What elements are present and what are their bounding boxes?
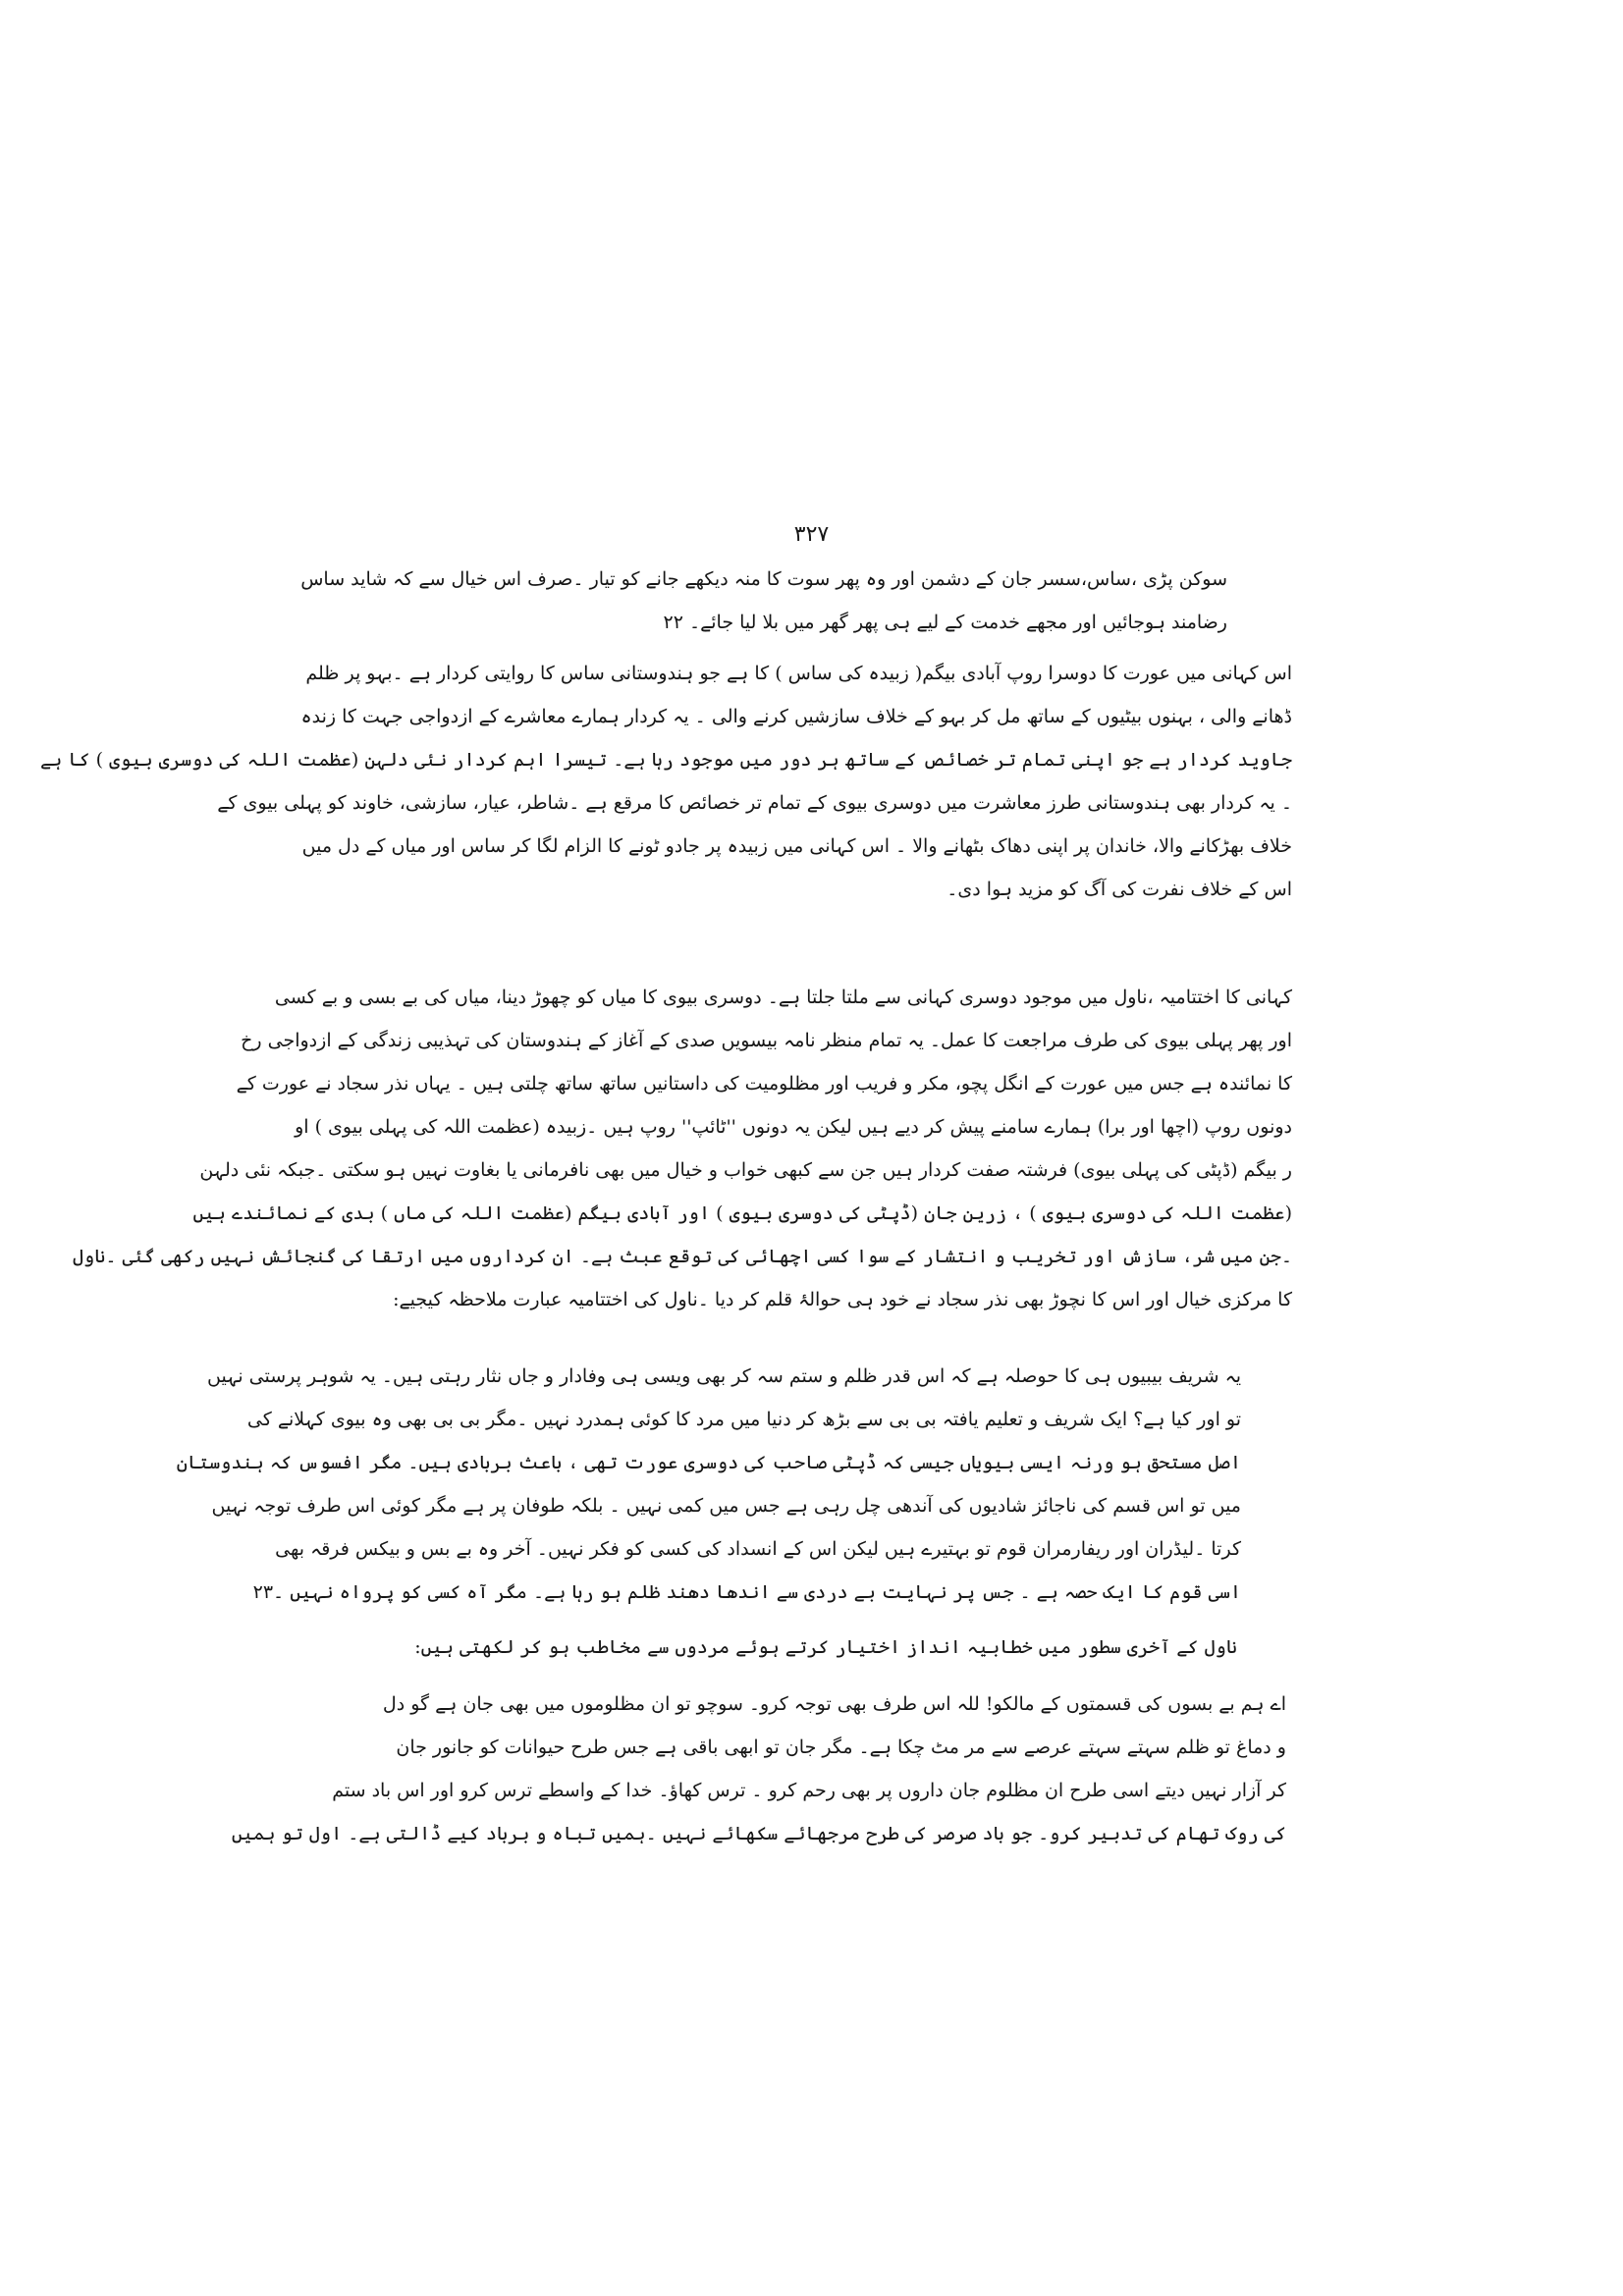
text-line: یہ شریف بیبیوں ہی کا حوصلہ ہے کہ اس قدر ظلم و ستم سہ کر بھی ویسی ہی وفادار و جاں نثار رہتی ہیں۔ یہ شوہر پرستی نہیں	[207, 1365, 1241, 1387]
text-line: اس کے خلاف نفرت کی آگ کو مزید ہوا دی۔	[947, 879, 1292, 900]
text-line: دونوں روپ (اچھا اور برا) ہمارے سامنے پیش کر دیے ہیں لیکن یہ دونوں ''ٹائپ'' روپ ہیں ۔زبیدہ (عظمت اللہ کی پہلی بیوی ) او	[295, 1116, 1292, 1138]
page-number: ۳۲۷	[793, 522, 830, 547]
quote-intro	[373, 1626, 1237, 1669]
text-line: تو اور کیا ہے؟ ایک شریف و تعلیم یافتہ بی بی سے بڑھ کر دنیا میں مرد کا کوئی ہمدرد نہیں ۔مگر بی بی بھی وہ بیوی کہلانے کی	[246, 1409, 1241, 1430]
text-line: ڈھانے والی ، بہنوں بیٹیوں کے ساتھ مل کر بہو کے خلاف سازشیں کرنے والی ۔ یہ کردار ہمارے معاشرے کے ازدواجی جہت کا زندہ	[300, 706, 1292, 727]
paragraph-1	[40, 652, 1292, 911]
text-line: ناول کے آخری سطور میں خطابیہ انداز اختیار کرتے ہوئے مردوں سے مخاطب ہو کر لکھتی ہیں:	[414, 1636, 1237, 1658]
text-line: (عظمت اللہ کی دوسری بیوی ) ، زرین جان (ڈپٹی کی دوسری بیوی ) اور آبادی بیگم (عظمت اللہ کی ماں ) بدی کے نمائندے ہیں	[192, 1202, 1292, 1224]
text-line: ۔جن میں شر، سازش اور تخریب و انتشار کے سوا کسی اچھائی کی توقع عبث ہے۔ ان کرداروں میں ارتقا کی گنجائش نہیں رکھی گئی ۔ناول	[72, 1246, 1292, 1267]
block-quote-2	[176, 1355, 1241, 1614]
text-line: و دماغ تو ظلم سہتے سہتے عرصے سے مر مٹ چکا ہے۔ مگر جان تو ابھی باقی ہے جس طرح حیوانات کو جانور جان	[396, 1736, 1286, 1758]
text-line: اور پھر پہلی بیوی کی طرف مراجعت کا عمل۔ یہ تمام منظر نامہ بیسویں صدی کے آغاز کے ہندوستان کی تہذیبی زندگی کے ازدواجی رخ	[241, 1030, 1292, 1051]
text-line: اس کہانی میں عورت کا دوسرا روپ آبادی بیگم( زبیدہ کی ساس ) کا ہے جو ہندوستانی ساس کا روایتی کردار ہے ۔بہو پر ظلم	[305, 663, 1292, 684]
text-line: میں تو اس قسم کی ناجائز شادیوں کی آندھی چل رہی ہے جس میں کمی نہیں ۔ بلکہ طوفان پر ہے مگر کوئی اس طرف توجہ نہیں	[211, 1495, 1241, 1517]
text-line: ر بیگم (ڈپٹی کی پہلی بیوی) فرشتہ صفت کردار ہیں جن سے کبھی خواب و خیال میں بھی نافرمانی یا بغاوت نہیں ہو سکتی ۔جبکہ نئی دلہن	[199, 1159, 1292, 1181]
text-line: کی روک تھام کی تدبیر کرو۔ جو باد صرصر کی طرح مرجھائے سکھائے نہیں ۔ہمیں تباہ و برباد کیے ڈالتی ہے۔ اول تو ہمیں	[231, 1823, 1286, 1844]
text-line: سوکن پڑی ،ساس،سسر جان کے دشمن اور وہ پھر سوت کا منہ دیکھے جانے کو تیار ۔صرف اس خیال سے کہ شاید ساس	[300, 568, 1227, 590]
text-line: کہانی کا اختتامیہ ،ناول میں موجود دوسری کہانی سے ملتا جلتا ہے۔ دوسری بیوی کا میاں کو چھوڑ دینا، میاں کی بے بسی و بے کسی	[274, 987, 1292, 1008]
text-line: کا نمائندہ ہے جس میں عورت کے انگل پچو، مکر و فریب اور مظلومیت کی داستانیں ساتھ ساتھ چلتی ہیں ۔ یہاں نذر سجاد نے عورت کے	[236, 1073, 1292, 1095]
text-line: کرتا ۔لیڈران اور ریفارمران قوم تو بہتیرے ہیں لیکن اس کے انسداد کی کسی کو فکر نہیں۔ آخر وہ بے بس و بیکس فرقہ بھی	[275, 1538, 1241, 1560]
text-line: خلاف بھڑکانے والا، خاندان پر اپنی دھاک بٹھانے والا ۔ اس کہانی میں زبیدہ پر جادو ٹونے کا الزام لگا کر ساس اور میاں کے دل میں	[301, 835, 1292, 857]
text-line: اصل مستحق ہو ورنہ ایسی بیویاں جیسی کہ ڈپٹی صاحب کی دوسری عورت تھی ، باعث بربادی ہیں۔ مگر افسوس کہ ہندوستان	[176, 1452, 1241, 1473]
text-line: رضامند ہوجائیں اور مجھے خدمت کے لیے ہی پھر گھر میں بلا لیا جائے۔ ۲۲	[663, 612, 1227, 633]
text-line: جاوید کردار ہے جو اپنی تمام تر خصائص کے ساتھ ہر دور میں موجود رہا ہے۔ تیسرا اہم کردار نئی دلہن (عظمت اللہ کی دوسری بیوی ) کا ہے	[40, 749, 1292, 771]
text-line: کر آزار نہیں دیتے اسی طرح ان مظلوم جان داروں پر بھی رحم کرو ۔ ترس کھاؤ۔ خدا کے واسطے ترس کرو اور اس باد ستم	[332, 1780, 1286, 1801]
text-line: کا مرکزی خیال اور اس کا نچوڑ بھی نذر سجاد نے خود ہی حوالۂ قلم کر دیا ۔ناول کی اختتامیہ عبارت ملاحظہ کیجیے:	[393, 1289, 1292, 1310]
block-quote-3	[231, 1682, 1286, 1855]
text-line: اے ہم بے بسوں کی قسمتوں کے مالکو! للہ اس طرف بھی توجہ کرو۔ سوچو تو ان مظلوموں میں بھی جان ہے گو دل	[382, 1693, 1286, 1715]
text-line: ۔ یہ کردار بھی ہندوستانی طرز معاشرت میں دوسری بیوی کے تمام تر خصائص کا مرقع ہے ۔شاطر، عیار، سازشی، خاوند کو پہلی بیوی کے	[217, 792, 1292, 814]
paragraph-2	[72, 976, 1292, 1321]
text-line: اسی قوم کا ایک حصہ ہے ۔ جس پر نہایت بے دردی سے اندھا دھند ظلم ہو رہا ہے۔ مگر آہ کسی کو پرواہ نہیں ۔۲۳	[252, 1581, 1241, 1603]
block-quote-top	[300, 558, 1227, 644]
